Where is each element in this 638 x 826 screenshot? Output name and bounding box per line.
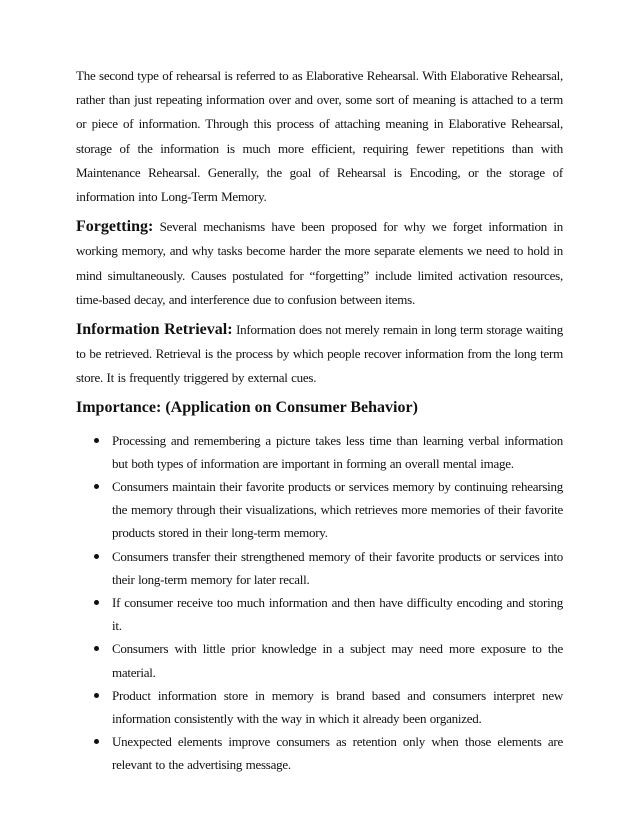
forgetting-paragraph (76, 215, 563, 312)
list-item (76, 429, 563, 475)
bullet-icon (94, 693, 99, 698)
list-item (76, 730, 563, 776)
retrieval-body: Information does not merely remain in long term storage waiting to be retrieved. Retrieval is the process by which people recover information from the long term store. It is frequently triggered by external cues. (76, 322, 563, 386)
list-item (76, 684, 563, 730)
bullet-text: Processing and remembering a picture takes less time than learning verbal information but both types of information are important in forming an overall mental image. (112, 432, 563, 471)
bullet-icon (94, 438, 99, 443)
bullet-text: Consumers transfer their strengthened memory of their favorite products or services into their long-term memory for later recall. (112, 548, 563, 587)
importance-heading: Importance: (Application on Consumer Behavior) (76, 398, 418, 416)
bullet-text: Consumers with little prior knowledge in a subject may need more exposure to the material. (112, 641, 563, 680)
bullet-text: If consumer receive too much information and then have difficulty encoding and storing it. (112, 595, 563, 634)
rehearsal-paragraph: The second type of rehearsal is referred to as Elaborative Rehearsal. With Elaborative Rehearsal, rather than just repeating information over and over, some sort of meaning is attached to a term or piece of information. Through this process of attaching meaning in Elaborative Rehearsal, storage of the information is much more efficient, requiring fewer repetitions than with Maintenance Rehearsal. Generally, the goal of Rehearsal is Encoding, or the storage of information into Long-Term Memory. (76, 68, 563, 205)
bullet-icon (94, 554, 99, 559)
bullet-icon (94, 646, 99, 651)
retrieval-paragraph (76, 318, 563, 391)
bullet-text: Unexpected elements improve consumers as retention only when those elements are relevant to the advertising message. (112, 734, 563, 773)
bullet-icon (94, 739, 99, 744)
list-item (76, 475, 563, 545)
retrieval-heading: Information Retrieval: (76, 321, 233, 339)
forgetting-heading: Forgetting: (76, 218, 154, 236)
bullet-text: Product information store in memory is brand based and consumers interpret new information consistently with the way in which it already been organized. (112, 687, 563, 727)
importance-bullet-list (76, 429, 563, 777)
document-page (76, 64, 563, 777)
list-item (76, 637, 563, 683)
forgetting-body: Several mechanisms have been proposed for why we forget information in working memory, and why tasks become harder the more separate elements we need to hold in mind simultaneously. Causes postulated for “forgetting” include limited activation resources, time-based decay, and interference due to confusion between items. (76, 219, 563, 307)
list-item (76, 591, 563, 637)
list-item (76, 545, 563, 591)
bullet-icon (94, 484, 99, 489)
bullet-text: Consumers maintain their favorite products or services memory by continuing rehearsing the memory through their visualizations, which retrieves more memories of their favorite products stored in their long-term memory. (112, 479, 563, 541)
bullet-icon (94, 600, 99, 605)
